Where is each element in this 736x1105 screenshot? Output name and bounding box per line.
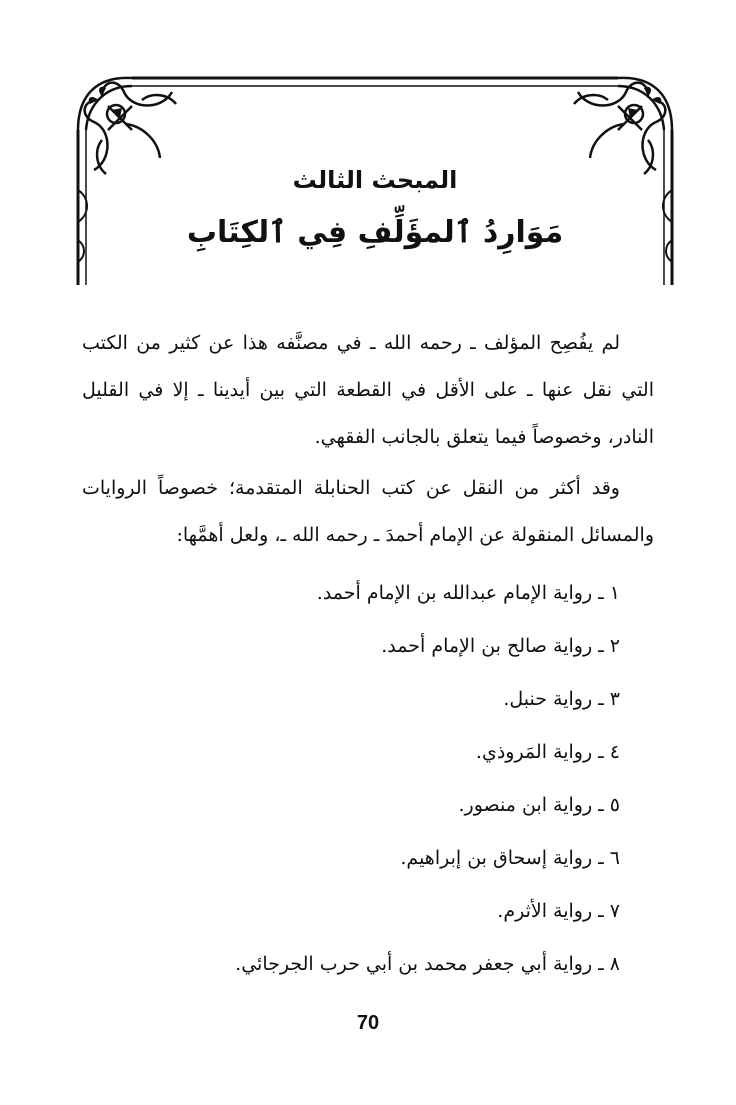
list-item: ٤ ـ رواية المَروذي. <box>475 741 620 763</box>
list-item: ٧ ـ رواية الأثرم. <box>497 900 620 922</box>
sources-paragraph: وقد أكثر من النقل عن كتب الحنابلة المتقدمة؛ خصوصاً الروايات والمسائل المنقولة عن الإمام أحمدَ ـ رحمه الله ـ، ولعل أهمَّها: <box>82 477 654 546</box>
list-item: ٢ ـ رواية صالح بن الإمام أحمد. <box>381 635 620 657</box>
sources-list <box>82 567 654 991</box>
list-item: ٨ ـ رواية أبي جعفر محمد بن أبي حرب الجرجائي. <box>235 953 620 975</box>
section-label: المبحث الثالث <box>292 166 458 194</box>
list-item: ١ ـ رواية الإمام عبدالله بن الإمام أحمد. <box>316 582 620 604</box>
intro-paragraph: لم يفُصِح المؤلف ـ رحمه الله ـ في مصنَّفه هذا عن كثير من الكتب التي نقل عنها ـ على الأقل في القطعة التي بين أيدينا ـ إلا في القليل النادر، وخصوصاً فيما يتعلق بالجانب الفقهي. <box>82 332 654 448</box>
list-item: ٣ ـ رواية حنبل. <box>503 688 620 710</box>
section-header <box>90 160 660 260</box>
section-title: مَوَارِدُ ٱلمؤَلِّفِ فِي ٱلكِتَابِ <box>186 215 564 250</box>
list-item: ٥ ـ رواية ابن منصور. <box>458 794 620 816</box>
list-item: ٦ ـ رواية إسحاق بن إبراهيم. <box>400 847 620 869</box>
page-content <box>82 320 654 991</box>
page-number: 70 <box>356 1012 380 1034</box>
